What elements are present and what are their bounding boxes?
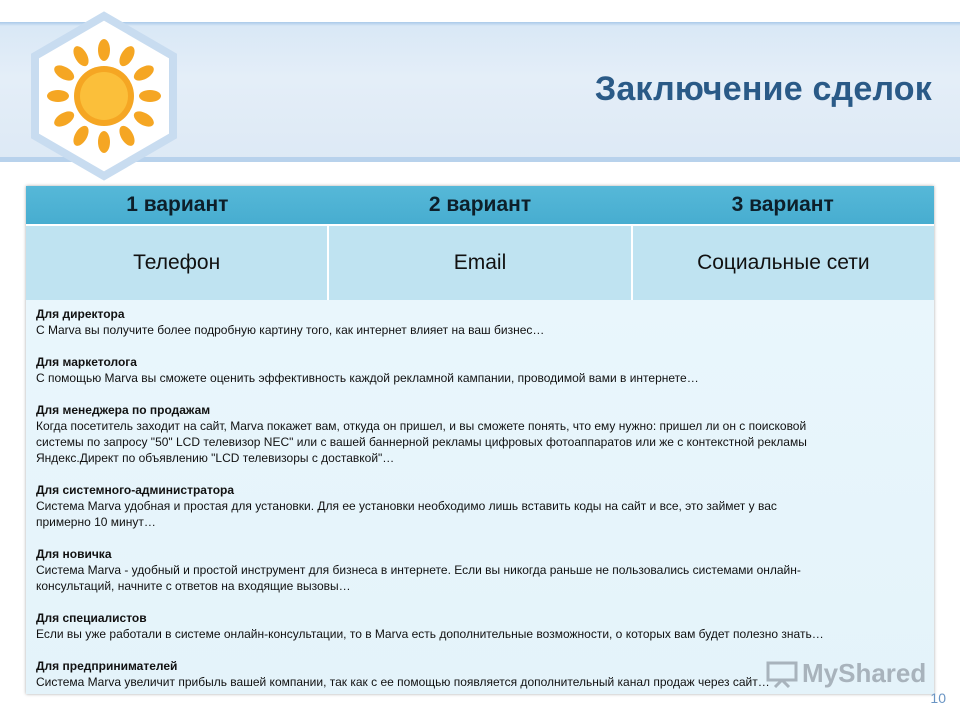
projector-screen-icon xyxy=(766,660,798,688)
channel-email: Email xyxy=(329,226,632,300)
watermark-text: MyShared xyxy=(802,658,927,688)
audience-block xyxy=(36,610,924,642)
audience-title: Для специалистов xyxy=(36,611,147,625)
sun-ray xyxy=(47,90,69,102)
audience-text: Если вы уже работали в системе онлайн-консультации, то в Marva есть дополнительные возможности, о которых вам будет полезно знать… xyxy=(36,627,824,641)
header-variant-1: 1 вариант xyxy=(126,193,229,216)
slide-title: Заключение сделок xyxy=(594,70,932,108)
channel-social: Социальные сети xyxy=(697,251,870,274)
audience-text: Система Marva удобная и простая для установки. Для ее установки необходимо лишь вставить коды на сайт и все, это займет у вас примерно 10 минут… xyxy=(36,499,777,529)
audience-title: Для директора xyxy=(36,307,125,321)
channel-phone: Телефон xyxy=(26,226,329,300)
page-number: 10 xyxy=(930,690,946,706)
sun-ray xyxy=(139,90,161,102)
channel-row xyxy=(26,226,934,301)
variants-table xyxy=(26,186,934,694)
audience-text: Когда посетитель заходит на сайт, Marva покажет вам, откуда он пришел, и вы сможете понять, что ему нужно: пришел ли он с поисковой системы по запросу "50" LCD телевизор NEC" или с вашей баннерной рекламы цифровых фотоаппаратов или же с контекстной рекламы Яндекс.Директ по объявлению "LCD телевизоры с доставкой"… xyxy=(36,419,807,465)
audience-text: С Marva вы получите более подробную картину того, как интернет влияет на ваш бизнес… xyxy=(36,323,545,337)
audience-title: Для предпринимателей xyxy=(36,659,178,673)
header-variant-2: 2 вариант xyxy=(428,193,532,216)
audience-block xyxy=(36,546,924,594)
audience-block xyxy=(36,482,924,530)
audience-block xyxy=(36,402,924,466)
table-header-row xyxy=(26,186,934,226)
header-variant-3: 3 вариант xyxy=(731,193,834,216)
audience-text: С помощью Marva вы сможете оценить эффективность каждой рекламной кампании, проводимой вами в интернете… xyxy=(36,371,699,385)
audience-block xyxy=(36,306,924,338)
sun-logo-icon xyxy=(18,10,190,182)
audience-content xyxy=(26,300,934,694)
audience-title: Для маркетолога xyxy=(36,355,137,369)
sun-ray xyxy=(98,39,110,61)
audience-title: Для менеджера по продажам xyxy=(36,403,211,417)
audience-title: Для системного-администратора xyxy=(36,483,235,497)
audience-block xyxy=(36,354,924,386)
audience-title: Для новичка xyxy=(36,547,112,561)
audience-text: Система Marva - удобный и простой инструмент для бизнеса в интернете. Если вы никогда раньше не пользовались системами онлайн- консультаций, начните с ответов на входящие вызовы… xyxy=(36,563,801,593)
sun-ray xyxy=(98,131,110,153)
watermark xyxy=(766,658,926,689)
audience-text: Система Marva увеличит прибыль вашей компании, так как с ее помощью появляется дополнительный канал продаж через сайт… xyxy=(36,675,770,689)
